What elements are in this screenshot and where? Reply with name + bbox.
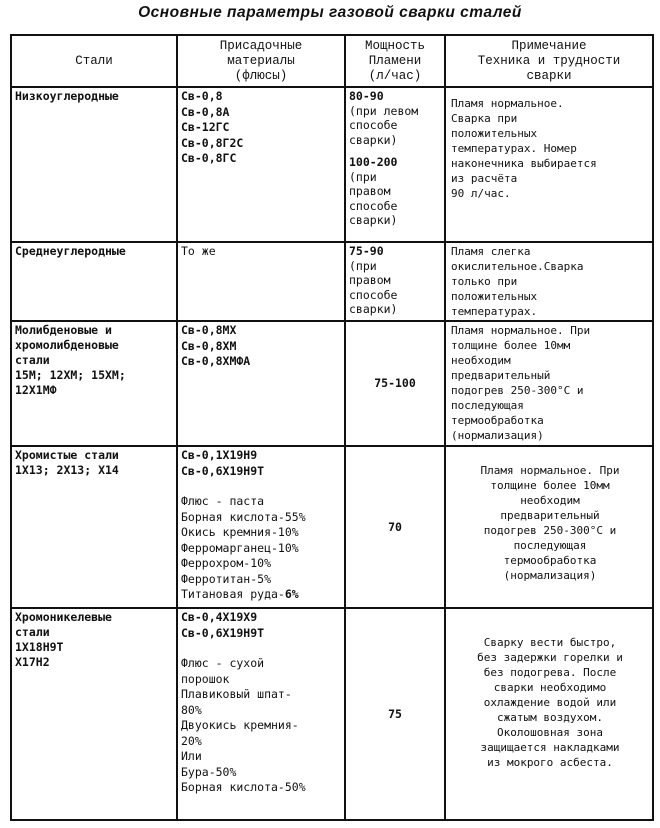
power-cell: 75-90 (при правом способе сварки) [345, 242, 445, 321]
note-cell: Пламя нормальное. Сварка при положительных температурах. Номер наконечника выбирается из расчёта 90 л/час. [445, 87, 653, 242]
note-cell: Пламя нормальное. При толщине более 10мм необходим предварительный подогрев 250-300°С и последующая термообработка (нормализация) [445, 446, 653, 608]
table-row [11, 321, 653, 446]
materials-cell: Св-0,8 Св-0,8А Св-12ГС Св-0,8Г2С Св-0,8ГС [177, 87, 345, 242]
steel-cell: Среднеуглеродные [11, 242, 177, 321]
header-power: Мощность Пламени (л/час) [345, 35, 445, 87]
welding-parameters-table [10, 34, 654, 821]
steel-cell: Хромистые стали 1Х13; 2Х13; Х14 [11, 446, 177, 608]
note-cell: Пламя нормальное. При толщине более 10мм необходим предварительный подогрев 250-300°С и последующая термообработка (нормализация) [445, 321, 653, 446]
materials-cell: Св-0,4Х19Х9 Св-0,6Х19Н9Т Флюс - сухой порошок Плавиковый шпат- 80% Двуокись кремния- 20% Или Бура-50% Борная кислота-50% [177, 608, 345, 820]
materials-cell: Св-0,1Х19Н9 Св-0,6Х19Н9Т Флюс - паста Борная кислота-55% Окись кремния-10% Ферромарганец-10% Феррохром-10% Ферротитан-5% Титановая руда-6% [177, 446, 345, 608]
table-row [11, 87, 653, 242]
steel-cell: Молибденовые и хромолибденовые стали 15М; 12ХМ; 15ХМ; 12Х1МФ [11, 321, 177, 446]
steel-cell: Хромоникелевые стали 1Х18Н9Т Х17Н2 [11, 608, 177, 820]
header-steel: Стали [11, 35, 177, 87]
power-cell: 70 [345, 446, 445, 608]
steel-cell: Низкоуглеродные [11, 87, 177, 242]
table-header-row [11, 35, 653, 87]
power-cell: 80-90 (при левом способе сварки) 100-200 (при правом способе сварки) [345, 87, 445, 242]
power-cell: 75 [345, 608, 445, 820]
power-cell: 75-100 [345, 321, 445, 446]
note-cell: Пламя слегка окислительное.Сварка только при положительных температурах. [445, 242, 653, 321]
materials-cell: То же [177, 242, 345, 321]
header-materials: Присадочные материалы (флюсы) [177, 35, 345, 87]
header-note: Примечание Техника и трудности сварки [445, 35, 653, 87]
note-cell: Сварку вести быстро, без задержки горелки и без подогрева. После сварки необходимо охлаждение водой или сжатым воздухом. Околошовная зона защищается накладками из мокрого асбеста. [445, 608, 653, 820]
table-row [11, 242, 653, 321]
materials-cell: Св-0,8МХ Св-0,8ХМ Св-0,8ХМФА [177, 321, 345, 446]
table-row [11, 608, 653, 820]
table-row [11, 446, 653, 608]
page-title: Основные параметры газовой сварки сталей [138, 4, 522, 21]
